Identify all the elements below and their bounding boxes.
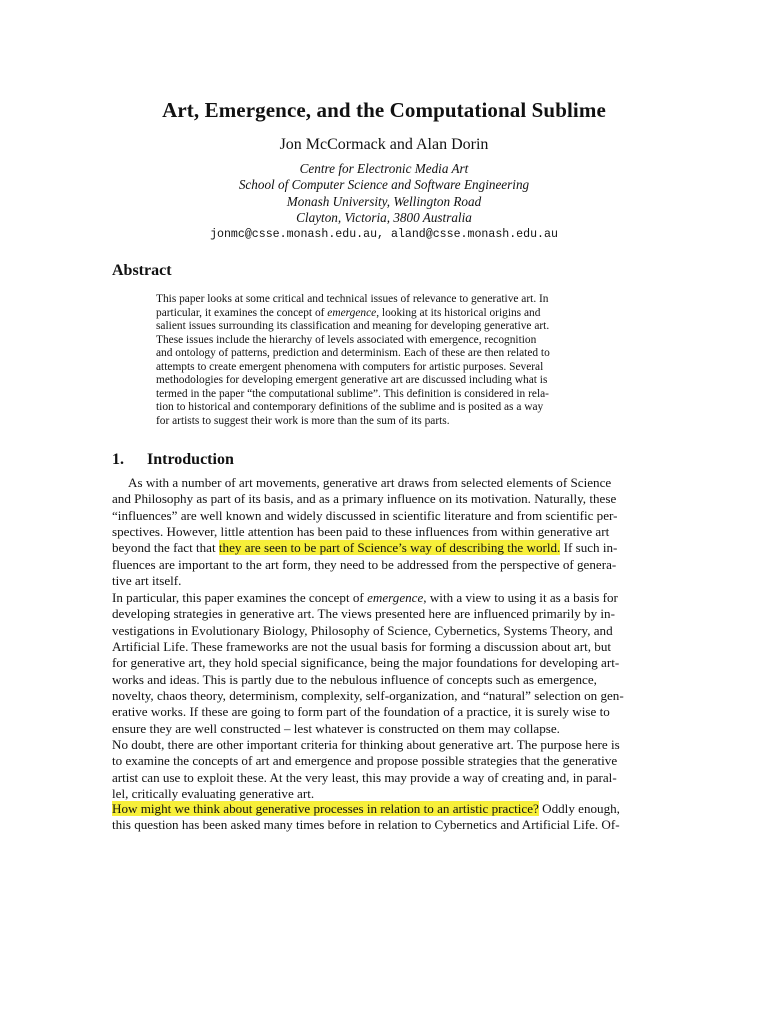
intro-paragraph-1: As with a number of art movements, generative art draws from selected elements of Science and Philosophy as part of its basis, and as a primary influence on its motivation. Naturally, these “influences” are well known and widely discussed in scientific literature and from scientific per- spectives. However, little attention has been paid to these influences from within generative art beyond the fact that they are seen to be part of Science’s way of describing the world. If such in- fluences are important to the art form, they need to be addressed from the perspective of genera- tive art itself. xyxy=(112,475,618,589)
highlighted-text[interactable]: How might we think about generative processes in relation to an artistic practice? xyxy=(112,801,539,816)
intro-paragraph-4: How might we think about generative processes in relation to an artistic practice? Oddly enough, this question has been asked many times before in relation to Cybernetics and Artificial Life. Of- xyxy=(112,801,620,833)
emphasis-emergence: emergence xyxy=(367,590,424,605)
section-title: Introduction xyxy=(147,451,234,468)
affiliation-block xyxy=(0,161,768,226)
abstract-line: and ontology of patterns, prediction and determinism. Each of these are then related to xyxy=(156,347,550,359)
abstract-line: particular, it examines the concept of emergence, looking at its historical origins and xyxy=(156,306,541,319)
section-heading-introduction xyxy=(112,451,234,469)
paper-title: Art, Emergence, and the Computational Sublime xyxy=(162,98,606,122)
abstract-line: for artists to suggest their work is more than the sum of its parts. xyxy=(156,414,450,427)
emphasis-emergence: emergence xyxy=(327,306,377,319)
affiliation-line: Clayton, Victoria, 3800 Australia xyxy=(296,209,472,225)
abstract-heading: Abstract xyxy=(112,262,172,279)
author-emails: jonmc@csse.monash.edu.au, aland@csse.monash.edu.au xyxy=(210,228,558,241)
abstract-line: tion to historical and contemporary definitions of the sublime and is posited as a way xyxy=(156,401,544,413)
abstract-line: These issues include the hierarchy of levels associated with emergence, recognition xyxy=(156,333,537,346)
abstract-body xyxy=(156,293,586,428)
affiliation-line: Monash University, Wellington Road xyxy=(286,193,482,209)
paper-authors: Jon McCormack and Alan Dorin xyxy=(279,136,489,153)
section-number: 1. xyxy=(112,451,124,468)
abstract-line: termed in the paper “the computational sublime”. This definition is considered in rela- xyxy=(156,387,549,400)
intro-paragraph-2: In particular, this paper examines the concept of emergence, with a view to using it as a basis for developing strategies in generative art. The views presented here are influenced primarily by in- vestigations in Evolutionary Biology, Philosophy of Science, Cybernetics, Systems Theory, and Artificial Life. These frameworks are not the usual basis for forming a discussion about art, but for generative art, they hold special significance, being the major foundations for developing art- works and ideas. This is partly due to the nebulous influence of concepts such as emergence, novelty, chaos theory, determinism, complexity, self-organization, and “natural” selection on gen- erative works. If these are going to form part of the foundation of a practice, it is surely wise to ensure they are well constructed – lest whatever is constructed on them may collapse. xyxy=(112,590,624,736)
intro-paragraph-3: No doubt, there are other important criteria for thinking about generative art. The purpose here is to examine the concepts of art and emergence and propose possible strategies that the generative artist can use to exploit these. At the very least, this may provide a way of creating and, in paral- lel, critically evaluating generative art. xyxy=(112,737,620,802)
abstract-line: salient issues surrounding its classification and meaning for developing generative art. xyxy=(156,320,550,332)
highlighted-text[interactable]: they are seen to be part of Science’s way of describing the world. xyxy=(218,540,561,556)
affiliation-line: School of Computer Science and Software Engineering xyxy=(238,177,530,193)
abstract-line: methodologies for developing emergent generative art are discussed including what is xyxy=(156,374,548,386)
affiliation-line: Centre for Electronic Media Art xyxy=(299,161,469,176)
abstract-line: This paper looks at some critical and technical issues of relevance to generative art. In xyxy=(156,293,549,305)
abstract-line: attempts to create emergent phenomena with computers for artistic purposes. Several xyxy=(156,360,544,373)
